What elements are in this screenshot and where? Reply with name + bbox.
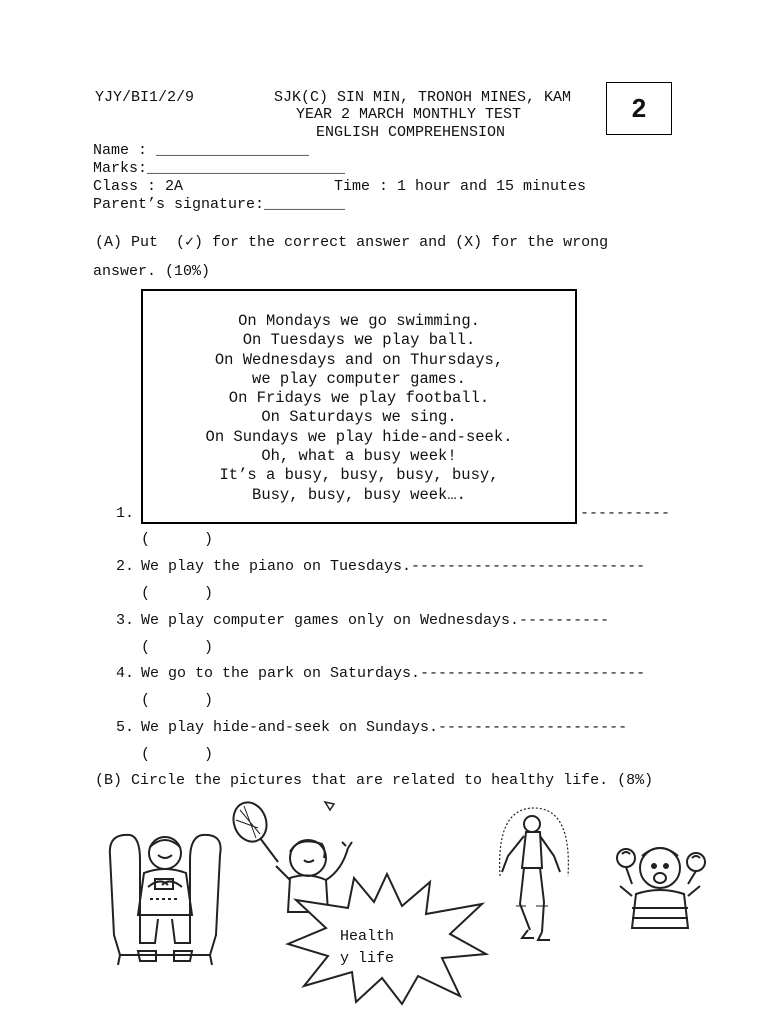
marks-field[interactable]: Marks:______________________ (93, 160, 346, 177)
q2-number: 2. (116, 558, 135, 575)
poem-line: It’s a busy, busy, busy, busy, (219, 466, 499, 485)
q1-dashes: ---------- (580, 505, 671, 522)
q5-answer-bracket[interactable]: ( ) (141, 746, 214, 763)
q1-number: 1. (116, 505, 135, 522)
signature-field[interactable]: Parent’s signature:_________ (93, 196, 346, 213)
q3-number: 3. (116, 612, 135, 629)
q2-text: We play the piano on Tuesdays.-------------------------- (141, 558, 646, 575)
subject-title: ENGLISH COMPREHENSION (316, 124, 506, 141)
candy-eating-boy-picture[interactable] (610, 836, 710, 934)
poem-line: On Saturdays we sing. (261, 408, 457, 427)
q2-answer-bracket[interactable]: ( ) (141, 585, 214, 602)
poem-line: Oh, what a busy week! (261, 447, 457, 466)
school-name: SJK(C) SIN MIN, TRONOH MINES, KAM (274, 89, 572, 106)
test-code: YJY/BI1/2/9 (95, 89, 195, 106)
poem-line: On Fridays we play football. (228, 389, 490, 408)
class-field: Class : 2A (93, 178, 184, 195)
q4-number: 4. (116, 665, 135, 682)
page-number-box (606, 82, 672, 135)
armchair-eating-boy-picture[interactable] (100, 815, 230, 970)
test-title: YEAR 2 MARCH MONTHLY TEST (296, 106, 522, 123)
starburst-text-line2: y life (340, 950, 395, 967)
page-number: 2 (631, 93, 647, 123)
section-b-instruction: (B) Circle the pictures that are related to healthy life. (8%) (95, 772, 654, 789)
q5-text: We play hide-and-seek on Sundays.--------------------- (141, 719, 628, 736)
poem-line: we play computer games. (252, 369, 466, 388)
section-a-instruction: (A) Put (✓) for the correct answer and (X) for the wrong (95, 234, 609, 251)
q3-answer-bracket[interactable]: ( ) (141, 639, 214, 656)
starburst-text-line1: Health (340, 928, 395, 945)
poem-line: On Sundays we play hide-and-seek. (205, 427, 513, 446)
name-field[interactable]: Name : _________________ (93, 142, 310, 159)
q1-answer-bracket[interactable]: ( ) (141, 531, 214, 548)
q4-answer-bracket[interactable]: ( ) (141, 692, 214, 709)
q3-text: We play computer games only on Wednesdays.---------- (141, 612, 610, 629)
q5-number: 5. (116, 719, 135, 736)
poem-line: On Mondays we go swimming. (238, 312, 480, 330)
poem-line: On Wednesdays and on Thursdays, (214, 350, 504, 369)
poem-line: Busy, busy, busy week…. (252, 485, 466, 504)
section-a-instruction-cont: answer. (10%) (93, 263, 211, 280)
time-field: Time : 1 hour and 15 minutes (334, 178, 587, 195)
poem-box (141, 289, 577, 524)
poem-line: On Tuesdays we play ball. (242, 331, 476, 350)
skipping-rope-man-picture[interactable] (492, 806, 577, 946)
q4-text: We go to the park on Saturdays.------------------------- (141, 665, 646, 682)
poem (143, 312, 575, 505)
